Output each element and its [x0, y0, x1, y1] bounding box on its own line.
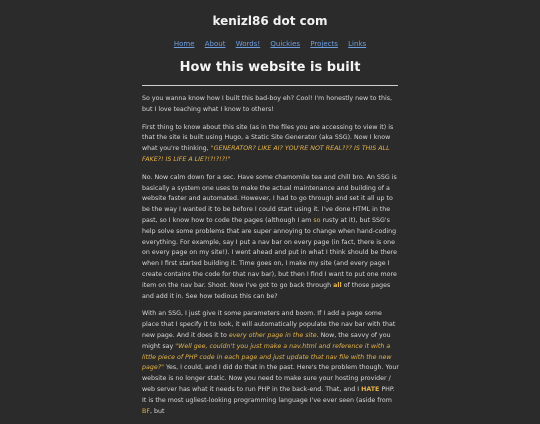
nav-link-quickies[interactable]: Quickies	[270, 40, 301, 48]
nav-link-links[interactable]: Links	[348, 40, 367, 48]
paragraph-ssg-explained	[142, 173, 399, 303]
title-divider	[142, 85, 398, 86]
paragraph-text: PHP. It is the most ugliest-looking programming language I've ever seen (aside from	[142, 385, 395, 404]
nav-link-words[interactable]: Words!	[235, 40, 261, 48]
paragraph-text: rusty at it), but SSG's help solve some problems that are super annoying to change when hand-coding everything. For example, say I put a nav bar on every page (in fact, there is one on every page on my site!). I went ahead and put in what I think should be there when I first started building it. Time goes on, I make my site (and every page I create contains the code for that nav bar), but then I find I want to put one more item on the nav bar. Shoot. Now I've got to go back through	[142, 216, 397, 289]
paragraph-text: No. Now calm down for a sec. Have some chamomile tea and chill bro. An SSG is basically a system one uses to make the actual maintenance and building of a website faster and automated. However, I had to go through and set it all up to be the way I wanted it to be before I could start using it. I've done HTML in the past, so I know how to code the pages (although I am	[142, 173, 397, 224]
quote-text: "Well gee, couldn't you just make a nav.html and reference it with a little piece of PHP code in each page and just update that nav file with the new page?"	[142, 342, 392, 372]
paragraph-ssg-benefits	[142, 309, 399, 417]
emphasis-text: so	[313, 216, 321, 224]
paragraph-text: of those pages and add it in. See how tedious this can be?	[142, 281, 391, 300]
paragraph-text: First thing to know about this site (as in the files you are accessing to view it) is that the site is built using Hugo, a Static Site Generator (aka SSG). Now I know what you're thinking,	[142, 123, 394, 153]
main-nav	[0, 40, 540, 48]
page-title: How this website is built	[179, 60, 361, 75]
paragraph-text: , but	[149, 407, 165, 415]
paragraph-ssg-intro	[142, 123, 399, 166]
paragraph-intro: So you wanna know how I built this bad-boy eh? Cool! I'm honestly new to this, but I love teaching what I know to others!	[142, 95, 392, 113]
bf-link[interactable]: BF	[142, 407, 150, 415]
paragraph-text: . Now, the savvy of you might say	[142, 331, 391, 350]
emphasis-text: HATE	[361, 385, 380, 393]
emphasis-text: all	[333, 281, 342, 289]
site-title: kenizl86 dot com	[212, 14, 328, 28]
nav-link-about[interactable]: About	[204, 40, 226, 48]
paragraph-text: Yes, I could, and I did do that in the past. Here's the problem though. Your website is no longer static. Now you need to make sure your hosting provider / web server has what it needs to run PHP in the back-end. That, and I	[142, 364, 399, 393]
paragraph-text: With an SSG, I just give it some parameters and boom. If I add a page some place that I specify it to look, it will automatically populate the nav bar with that new page. And it does it to	[142, 310, 396, 339]
quote-text: "GENERATOR? LIKE AI? YOU'RE NOT REAL??? IS THIS ALL FAKE?! IS LIFE A LIE?!?!?!?!"	[142, 145, 390, 163]
emphasis-text: every other page in the site	[228, 331, 317, 339]
nav-link-projects[interactable]: Projects	[310, 40, 338, 48]
article-body	[142, 94, 399, 424]
nav-link-home[interactable]: Home	[173, 40, 195, 48]
